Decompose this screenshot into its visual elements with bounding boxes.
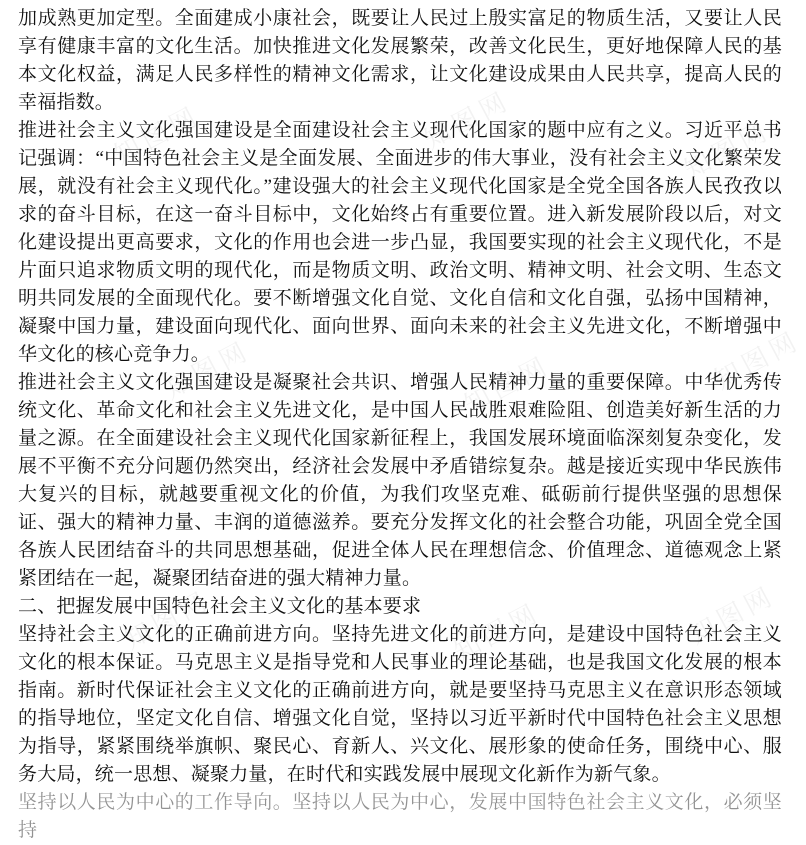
watermark: 知图网	[159, 334, 256, 405]
document-content	[18, 5, 782, 841]
watermark: 知图网	[449, 596, 546, 667]
watermark: 知图网	[684, 579, 781, 650]
section-heading: 二、把握发展中国特色社会主义文化的基本要求	[18, 596, 422, 617]
partial-cutoff-line: 坚持以人民为中心的工作导向。坚持以人民为中心，发展中国特色社会主义文化，必须坚持	[18, 792, 782, 841]
watermark: 知图网	[119, 584, 216, 655]
watermark: 知图网	[109, 99, 206, 170]
paragraph: 坚持社会主义文化的正确前进方向。坚持先进文化的前进方向，是建设中国特色社会主义文化的根本保证。马克思主义是指导党和人民事业的理论基础，也是我国文化发展的根本指南。新时代保证社会主义文化的正确前进方向，就是要坚持马克思主义在意识形态领域的指导地位，坚定文化自信、增强文化自觉，坚持以习近平新时代中国特色社会主义思想为指导，紧紧围绕举旗帜、聚民心、育新人、兴文化、展形象的使命任务，围绕中心、服务大局，统一思想、凝聚力量，在时代和实践发展中展现文化新作为新气象。	[18, 624, 782, 785]
watermark: 知图网	[419, 84, 516, 155]
paragraph: 加成熟更加定型。全面建成小康社会，既要让人民过上殷实富足的物质生活，又要让人民享有健康丰富的文化生活。加快推进文化发展繁荣，改善文化民生，更好地保障人民的基本文化权益，满足人民多样性的精神文化需求，让文化建设成果由人民共享，提高人民的幸福指数。	[18, 8, 782, 113]
watermark: 知图网	[459, 349, 556, 420]
watermark: 知图网	[679, 114, 776, 185]
paragraph: 推进社会主义文化强国建设是全面建设社会主义现代化国家的题中应有之义。习近平总书记强调：“中国特色社会主义是全面发展、全面进步的伟大事业，没有社会主义文化繁荣发展，就没有社会主义现代化。”建设强大的社会主义现代化国家是全党全国各族人民孜孜以求的奋斗目标，在这一奋斗目标中，文化始终占有重要位置。进入新发展阶段以后，对文化建设提出更高要求，文化的作用也会进一步凸显，我国要实现的社会主义现代化，不是片面只追求物质文明的现代化，而是物质文明、政治文明、精神文明、社会文明、生态文明共同发展的全面现代化。要不断增强文化自觉、文化自信和文化自强，弘扬中国精神，凝聚中国力量，建设面向现代化、面向世界、面向未来的社会主义先进文化，不断增强中华文化的核心竞争力。	[18, 120, 782, 365]
watermark: 知图网	[709, 324, 806, 395]
paragraph: 推进社会主义文化强国建设是凝聚社会共识、增强人民精神力量的重要保障。中华优秀传统文化、革命文化和社会主义先进文化，是中国人民战胜艰难险阻、创造美好新生活的力量之源。在全面建设社会主义现代化国家新征程上，我国发展环境面临深刻复杂变化，发展不平衡不充分问题仍然突出，经济社会发展中矛盾错综复杂。越是接近实现中华民族伟大复兴的目标，就越要重视文化的价值，为我们攻坚克难、砥砺前行提供坚强的思想保证、强大的精神力量、丰润的道德滋养。要充分发挥文化的社会整合功能，巩固全党全国各族人民团结奋斗的共同思想基础，促进全体人民在理想信念、价值理念、道德观念上紧紧团结在一起，凝聚团结奋进的强大精神力量。	[18, 372, 782, 589]
